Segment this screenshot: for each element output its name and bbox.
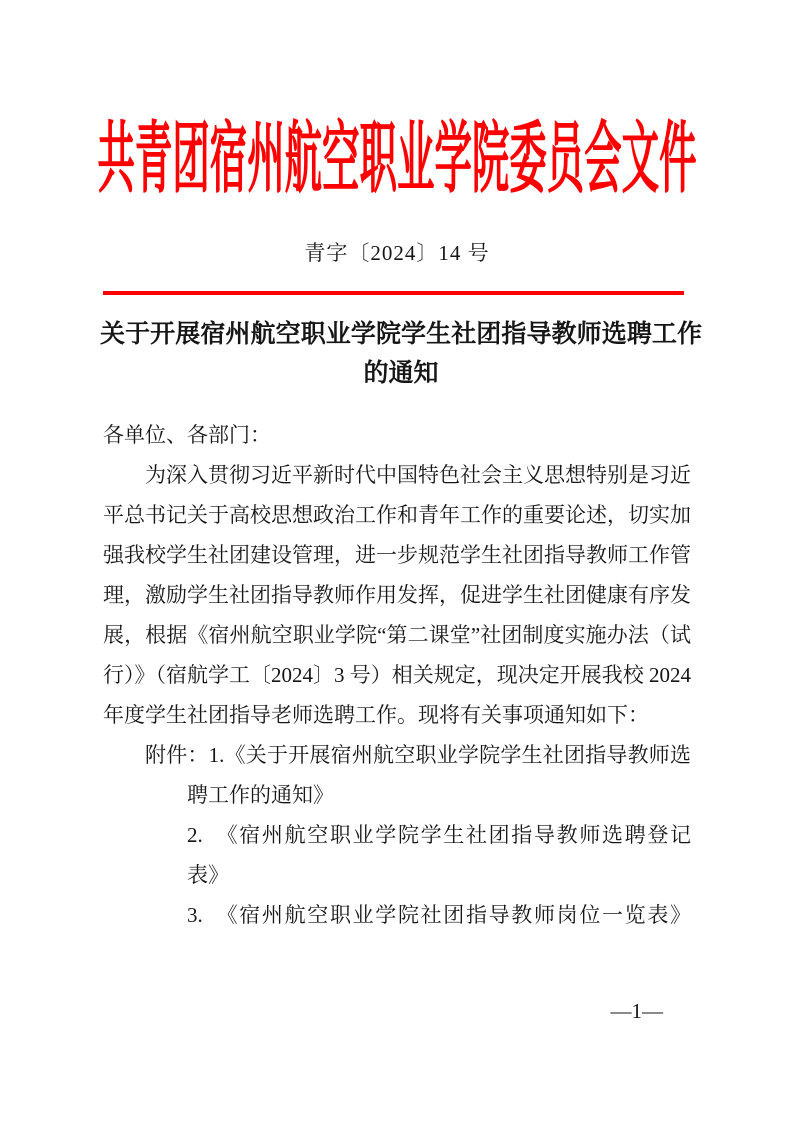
paragraph-line: 展，根据《宿州航空职业学院“第二课堂”社团制度实施办法（试 xyxy=(103,623,691,647)
paragraph-line: 平总书记关于高校思想政治工作和青年工作的重要论述，切实加 xyxy=(103,503,691,527)
paragraph-line: 理，激励学生社团指导教师作用发挥，促进学生社团健康有序发 xyxy=(103,583,691,607)
issuing-org-title: 共青团宿州航空职业学院委员会文件 xyxy=(97,114,697,202)
paragraph-line: 年度学生社团指导老师选聘工作。现将有关事项通知如下： xyxy=(103,703,649,727)
document-body xyxy=(103,415,691,935)
page-number: —1— xyxy=(610,999,663,1023)
paragraph-line: 强我校学生社团建设管理，进一步规范学生社团指导教师工作管 xyxy=(103,543,691,567)
document-title xyxy=(100,315,702,393)
document-title-line1: 关于开展宿州航空职业学院学生社团指导教师选聘工作 xyxy=(100,321,702,348)
document-number: 青字〔2024〕14 号 xyxy=(304,241,490,265)
document-title-line2: 的通知 xyxy=(363,360,439,387)
attachment-line-2: 2. 《宿州航空职业学院学生社团指导教师选聘登记 xyxy=(187,823,691,847)
attachment-line-2b: 表》 xyxy=(187,863,229,887)
red-divider-line xyxy=(103,291,684,295)
attachment-line-3: 3. 《宿州航空职业学院社团指导教师岗位一览表》 xyxy=(187,903,691,927)
paragraph-line: 行）》（宿航学工〔2024〕3 号）相关规定，现决定开展我校 2024 xyxy=(103,663,691,687)
attachment-line-1b: 聘工作的通知》 xyxy=(187,783,334,807)
salutation-line: 各单位、各部门： xyxy=(103,423,271,447)
paragraph-line: 为深入贯彻习近平新时代中国特色社会主义思想特别是习近 xyxy=(145,463,691,487)
attachment-line-1: 附件：1.《关于开展宿州航空职业学院学生社团指导教师选 xyxy=(145,743,691,767)
red-header-banner xyxy=(0,110,794,206)
